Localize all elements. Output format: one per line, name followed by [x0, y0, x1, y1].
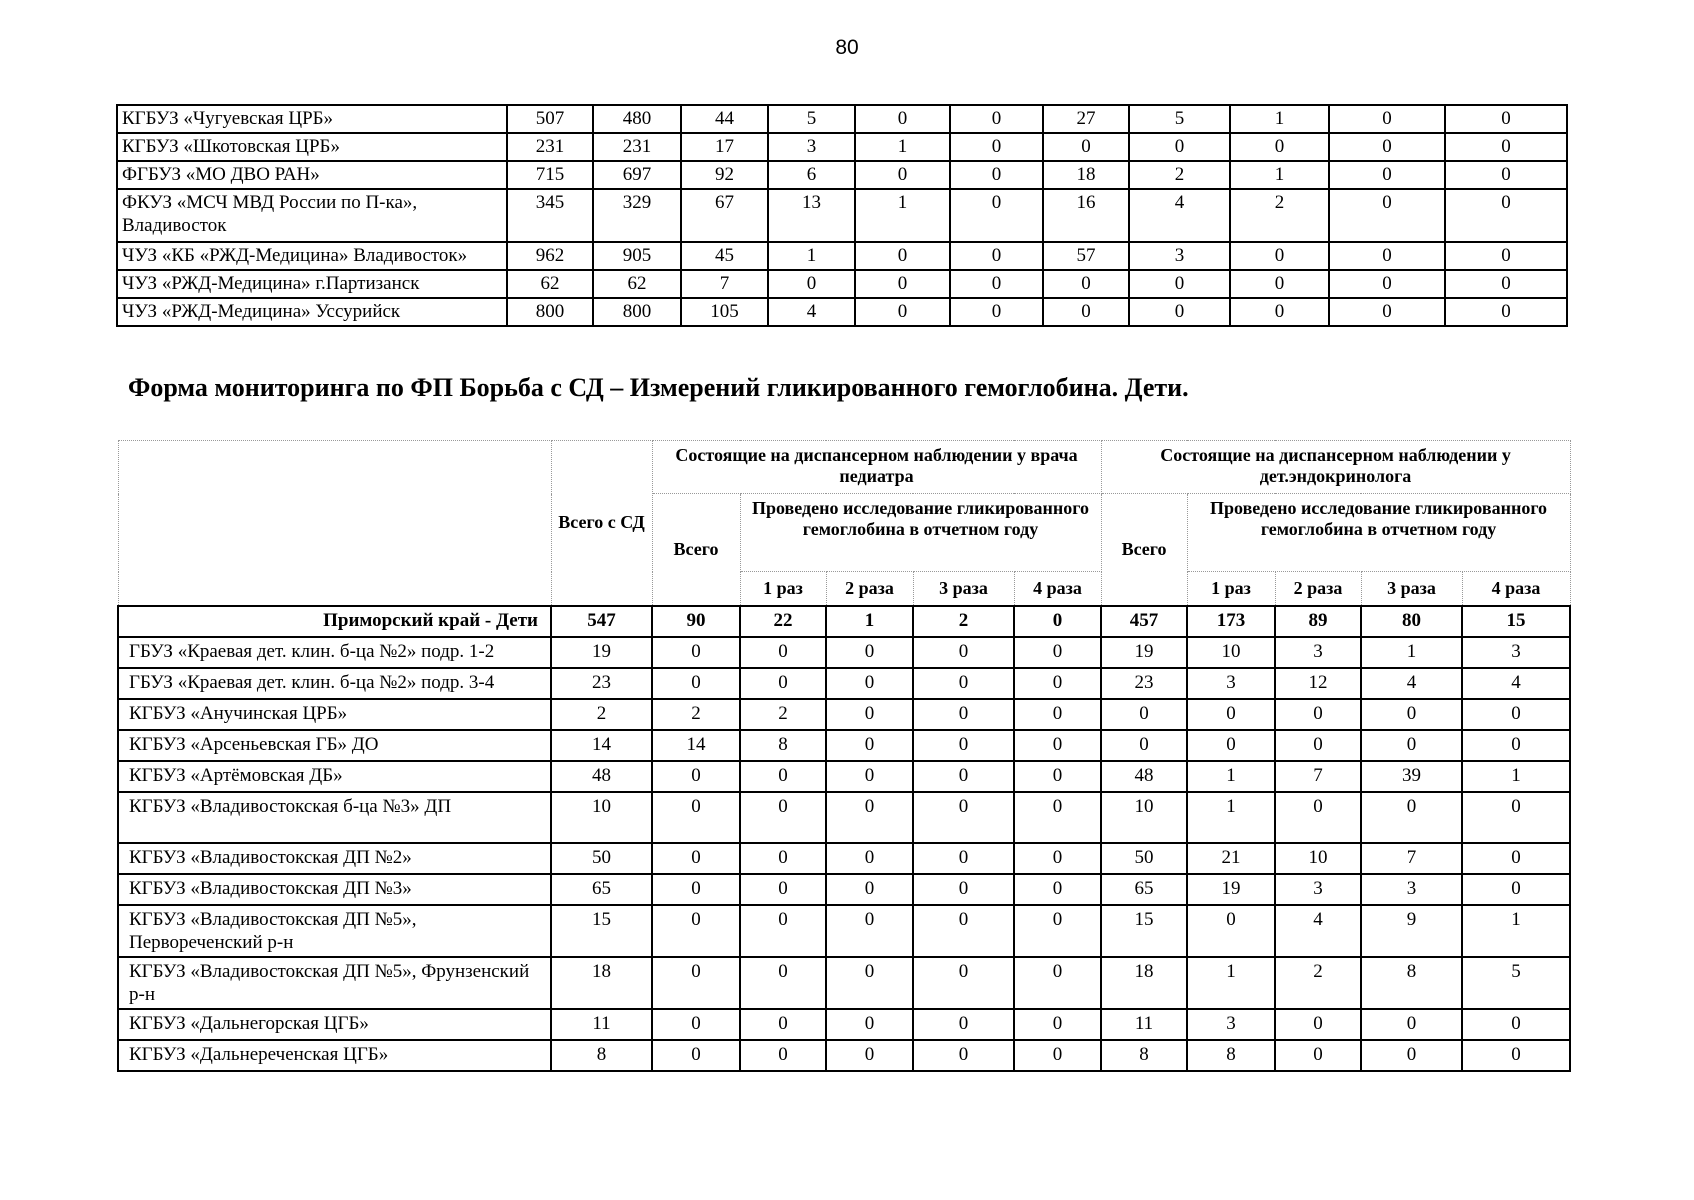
value-cell: 0	[652, 1009, 740, 1040]
value-cell: 0	[855, 161, 950, 189]
value-cell: 0	[1014, 699, 1101, 730]
value-cell: 0	[1129, 133, 1230, 161]
value-cell: 0	[1275, 792, 1361, 843]
value-cell: 0	[1014, 905, 1101, 957]
value-cell: 0	[652, 874, 740, 905]
value-cell: 0	[740, 637, 826, 668]
value-cell: 507	[507, 105, 593, 133]
value-cell: 0	[1361, 1040, 1462, 1071]
value-cell: 0	[826, 792, 913, 843]
value-cell: 547	[551, 606, 652, 637]
value-cell: 0	[1462, 1009, 1570, 1040]
value-cell: 0	[913, 905, 1014, 957]
value-cell: 1	[1230, 161, 1329, 189]
value-cell: 12	[1275, 668, 1361, 699]
value-cell: 1	[1462, 905, 1570, 957]
value-cell: 1	[855, 133, 950, 161]
value-cell: 0	[652, 957, 740, 1009]
value-cell: 480	[593, 105, 681, 133]
header-pediatrician-group: Состоящие на диспансерном наблюдении у врача педиатра	[652, 441, 1101, 494]
value-cell: 45	[681, 242, 768, 270]
header-org-blank	[118, 441, 551, 606]
value-cell: 0	[1462, 874, 1570, 905]
header-ped-1-time: 1 раз	[740, 572, 826, 606]
value-cell: 1	[826, 606, 913, 637]
value-cell: 0	[1014, 874, 1101, 905]
value-cell: 19	[551, 637, 652, 668]
value-cell: 0	[768, 270, 855, 298]
table-row	[117, 298, 1567, 326]
value-cell: 0	[1329, 161, 1445, 189]
table-row	[118, 792, 1570, 843]
value-cell: 19	[1101, 637, 1187, 668]
value-cell: 105	[681, 298, 768, 326]
value-cell: 0	[652, 792, 740, 843]
value-cell: 0	[1014, 1040, 1101, 1071]
value-cell: 0	[1043, 133, 1129, 161]
value-cell: 0	[1462, 843, 1570, 874]
header-pediatrician-study: Проведено исследование гликированного гемоглобина в отчетном году	[740, 494, 1101, 572]
value-cell: 2	[1230, 189, 1329, 242]
value-cell: 3	[1462, 637, 1570, 668]
value-cell: 8	[1101, 1040, 1187, 1071]
value-cell: 23	[551, 668, 652, 699]
value-cell: 0	[1129, 270, 1230, 298]
value-cell: 13	[768, 189, 855, 242]
value-cell: 1	[855, 189, 950, 242]
value-cell: 15	[1101, 905, 1187, 957]
value-cell: 3	[1187, 668, 1275, 699]
org-name-cell: Приморский край - Дети	[118, 606, 551, 637]
table-row	[118, 1009, 1570, 1040]
header-endocrinologist-study: Проведено исследование гликированного гемоглобина в отчетном году	[1187, 494, 1570, 572]
total-row	[118, 606, 1570, 637]
value-cell: 0	[652, 843, 740, 874]
value-cell: 0	[1230, 270, 1329, 298]
value-cell: 0	[1445, 161, 1567, 189]
value-cell: 67	[681, 189, 768, 242]
value-cell: 1	[1230, 105, 1329, 133]
value-cell: 0	[826, 730, 913, 761]
value-cell: 1	[1187, 792, 1275, 843]
value-cell: 14	[551, 730, 652, 761]
value-cell: 0	[1445, 105, 1567, 133]
value-cell: 0	[1014, 761, 1101, 792]
table-row	[118, 761, 1570, 792]
value-cell: 0	[1230, 242, 1329, 270]
value-cell: 4	[1462, 668, 1570, 699]
value-cell: 0	[1187, 905, 1275, 957]
table-row	[117, 270, 1567, 298]
value-cell: 48	[551, 761, 652, 792]
value-cell: 3	[1129, 242, 1230, 270]
header-ped-3-times: 3 раза	[913, 572, 1014, 606]
value-cell: 231	[593, 133, 681, 161]
value-cell: 0	[740, 1040, 826, 1071]
value-cell: 2	[652, 699, 740, 730]
value-cell: 0	[1445, 189, 1567, 242]
value-cell: 18	[1101, 957, 1187, 1009]
value-cell: 0	[826, 905, 913, 957]
value-cell: 0	[1329, 133, 1445, 161]
value-cell: 17	[681, 133, 768, 161]
value-cell: 0	[1101, 699, 1187, 730]
value-cell: 2	[1129, 161, 1230, 189]
value-cell: 0	[826, 761, 913, 792]
org-name-cell: КГБУЗ «Анучинская ЦРБ»	[118, 699, 551, 730]
org-name-cell: ГБУЗ «Краевая дет. клин. б-ца №2» подр. 3-4	[118, 668, 551, 699]
value-cell: 0	[740, 957, 826, 1009]
value-cell: 715	[507, 161, 593, 189]
org-name-cell: КГБУЗ «Владивостокская ДП №3»	[118, 874, 551, 905]
value-cell: 80	[1361, 606, 1462, 637]
value-cell: 0	[1361, 730, 1462, 761]
value-cell: 1	[1187, 761, 1275, 792]
value-cell: 2	[913, 606, 1014, 637]
value-cell: 0	[652, 1040, 740, 1071]
value-cell: 0	[1361, 792, 1462, 843]
value-cell: 0	[1101, 730, 1187, 761]
value-cell: 27	[1043, 105, 1129, 133]
value-cell: 11	[1101, 1009, 1187, 1040]
section-title: Форма мониторинга по ФП Борьба с СД – Измерений гликированного гемоглобина. Дети.	[128, 373, 1189, 402]
header-endocrinologist-total: Всего	[1101, 494, 1187, 606]
value-cell: 3	[1187, 1009, 1275, 1040]
value-cell: 0	[950, 105, 1043, 133]
value-cell: 0	[652, 905, 740, 957]
value-cell: 0	[1014, 957, 1101, 1009]
table-row	[118, 874, 1570, 905]
value-cell: 3	[1275, 637, 1361, 668]
value-cell: 18	[1043, 161, 1129, 189]
value-cell: 0	[1445, 270, 1567, 298]
value-cell: 0	[855, 105, 950, 133]
value-cell: 5	[1129, 105, 1230, 133]
org-name-cell: КГБУЗ «Дальнегорская ЦГБ»	[118, 1009, 551, 1040]
value-cell: 89	[1275, 606, 1361, 637]
value-cell: 14	[652, 730, 740, 761]
header-pediatrician-total: Всего	[652, 494, 740, 606]
value-cell: 0	[1187, 699, 1275, 730]
org-name-cell: ФКУЗ «МСЧ МВД России по П-ка», Владивосток	[117, 189, 507, 242]
top-table	[116, 104, 1568, 327]
value-cell: 0	[1014, 843, 1101, 874]
table-row	[118, 905, 1570, 957]
value-cell: 4	[768, 298, 855, 326]
value-cell: 0	[913, 668, 1014, 699]
value-cell: 0	[913, 730, 1014, 761]
value-cell: 1	[1462, 761, 1570, 792]
value-cell: 0	[652, 761, 740, 792]
value-cell: 22	[740, 606, 826, 637]
value-cell: 50	[1101, 843, 1187, 874]
value-cell: 231	[507, 133, 593, 161]
org-name-cell: КГБУЗ «Чугуевская ЦРБ»	[117, 105, 507, 133]
value-cell: 62	[593, 270, 681, 298]
value-cell: 2	[551, 699, 652, 730]
value-cell: 0	[1014, 668, 1101, 699]
value-cell: 65	[551, 874, 652, 905]
value-cell: 18	[551, 957, 652, 1009]
value-cell: 0	[1014, 1009, 1101, 1040]
value-cell: 7	[1361, 843, 1462, 874]
value-cell: 0	[826, 699, 913, 730]
value-cell: 15	[1462, 606, 1570, 637]
value-cell: 962	[507, 242, 593, 270]
header-endo-3-times: 3 раза	[1361, 572, 1462, 606]
value-cell: 0	[913, 1009, 1014, 1040]
value-cell: 0	[913, 957, 1014, 1009]
value-cell: 6	[768, 161, 855, 189]
value-cell: 0	[1129, 298, 1230, 326]
value-cell: 0	[1445, 298, 1567, 326]
value-cell: 0	[826, 874, 913, 905]
value-cell: 0	[652, 637, 740, 668]
org-name-cell: КГБУЗ «Артёмовская ДБ»	[118, 761, 551, 792]
value-cell: 19	[1187, 874, 1275, 905]
value-cell: 8	[551, 1040, 652, 1071]
table-row	[118, 668, 1570, 699]
value-cell: 23	[1101, 668, 1187, 699]
value-cell: 0	[1014, 637, 1101, 668]
value-cell: 905	[593, 242, 681, 270]
main-table	[117, 440, 1571, 1072]
value-cell: 10	[1101, 792, 1187, 843]
value-cell: 0	[913, 874, 1014, 905]
value-cell: 62	[507, 270, 593, 298]
value-cell: 0	[826, 1040, 913, 1071]
header-endocrinologist-group: Состоящие на диспансерном наблюдении у дет.эндокринолога	[1101, 441, 1570, 494]
value-cell: 4	[1129, 189, 1230, 242]
value-cell: 92	[681, 161, 768, 189]
page-number: 80	[835, 36, 859, 59]
value-cell: 3	[1275, 874, 1361, 905]
value-cell: 0	[913, 637, 1014, 668]
org-name-cell: КГБУЗ «Владивостокская ДП №5», Фрунзенский р-н	[118, 957, 551, 1009]
value-cell: 0	[740, 792, 826, 843]
value-cell: 0	[1014, 606, 1101, 637]
value-cell: 10	[551, 792, 652, 843]
value-cell: 4	[1361, 668, 1462, 699]
value-cell: 90	[652, 606, 740, 637]
value-cell: 0	[740, 843, 826, 874]
value-cell: 0	[950, 242, 1043, 270]
value-cell: 0	[740, 1009, 826, 1040]
table-row	[118, 699, 1570, 730]
value-cell: 0	[1187, 730, 1275, 761]
value-cell: 11	[551, 1009, 652, 1040]
table-row	[118, 730, 1570, 761]
value-cell: 0	[1462, 699, 1570, 730]
value-cell: 3	[1361, 874, 1462, 905]
value-cell: 0	[950, 133, 1043, 161]
value-cell: 0	[1329, 105, 1445, 133]
value-cell: 0	[913, 843, 1014, 874]
value-cell: 0	[826, 957, 913, 1009]
value-cell: 0	[913, 1040, 1014, 1071]
header-ped-2-times: 2 раза	[826, 572, 913, 606]
value-cell: 0	[950, 161, 1043, 189]
value-cell: 0	[855, 270, 950, 298]
value-cell: 1	[1187, 957, 1275, 1009]
value-cell: 457	[1101, 606, 1187, 637]
org-name-cell: КГБУЗ «Шкотовская ЦРБ»	[117, 133, 507, 161]
value-cell: 0	[1361, 1009, 1462, 1040]
value-cell: 8	[1361, 957, 1462, 1009]
value-cell: 800	[593, 298, 681, 326]
org-name-cell: ФГБУЗ «МО ДВО РАН»	[117, 161, 507, 189]
value-cell: 0	[826, 637, 913, 668]
table-row	[117, 189, 1567, 242]
table-row	[117, 133, 1567, 161]
table-row	[118, 637, 1570, 668]
table-row	[118, 957, 1570, 1009]
value-cell: 21	[1187, 843, 1275, 874]
header-ped-4-times: 4 раза	[1014, 572, 1101, 606]
value-cell: 0	[1329, 298, 1445, 326]
value-cell: 0	[1329, 189, 1445, 242]
table-row	[117, 105, 1567, 133]
value-cell: 0	[913, 699, 1014, 730]
org-name-cell: КГБУЗ «Владивостокская ДП №2»	[118, 843, 551, 874]
value-cell: 44	[681, 105, 768, 133]
value-cell: 0	[740, 874, 826, 905]
org-name-cell: КГБУЗ «Владивостокская б-ца №3» ДП	[118, 792, 551, 843]
value-cell: 0	[1014, 730, 1101, 761]
value-cell: 0	[1230, 133, 1329, 161]
value-cell: 0	[1275, 699, 1361, 730]
org-name-cell: ЧУЗ «РЖД-Медицина» Уссурийск	[117, 298, 507, 326]
value-cell: 8	[1187, 1040, 1275, 1071]
value-cell: 48	[1101, 761, 1187, 792]
header-endo-4-times: 4 раза	[1462, 572, 1570, 606]
value-cell: 0	[1230, 298, 1329, 326]
value-cell: 0	[950, 189, 1043, 242]
value-cell: 16	[1043, 189, 1129, 242]
value-cell: 0	[913, 761, 1014, 792]
value-cell: 15	[551, 905, 652, 957]
value-cell: 0	[913, 792, 1014, 843]
table-row	[117, 242, 1567, 270]
value-cell: 1	[1361, 637, 1462, 668]
value-cell: 0	[1275, 730, 1361, 761]
value-cell: 329	[593, 189, 681, 242]
org-name-cell: ЧУЗ «РЖД-Медицина» г.Партизанск	[117, 270, 507, 298]
org-name-cell: КГБУЗ «Арсеньевская ГБ» ДО	[118, 730, 551, 761]
value-cell: 0	[740, 761, 826, 792]
value-cell: 10	[1275, 843, 1361, 874]
value-cell: 697	[593, 161, 681, 189]
value-cell: 50	[551, 843, 652, 874]
value-cell: 0	[1445, 133, 1567, 161]
value-cell: 5	[1462, 957, 1570, 1009]
value-cell: 0	[950, 298, 1043, 326]
value-cell: 65	[1101, 874, 1187, 905]
value-cell: 0	[1014, 792, 1101, 843]
value-cell: 2	[740, 699, 826, 730]
header-endo-1-time: 1 раз	[1187, 572, 1275, 606]
value-cell: 0	[950, 270, 1043, 298]
header-endo-2-times: 2 раза	[1275, 572, 1361, 606]
value-cell: 2	[1275, 957, 1361, 1009]
value-cell: 4	[1275, 905, 1361, 957]
value-cell: 0	[855, 242, 950, 270]
value-cell: 7	[681, 270, 768, 298]
org-name-cell: ЧУЗ «КБ «РЖД-Медицина» Владивосток»	[117, 242, 507, 270]
value-cell: 345	[507, 189, 593, 242]
value-cell: 0	[1462, 730, 1570, 761]
value-cell: 0	[740, 668, 826, 699]
value-cell: 173	[1187, 606, 1275, 637]
value-cell: 0	[740, 905, 826, 957]
value-cell: 3	[768, 133, 855, 161]
table-row	[117, 161, 1567, 189]
value-cell: 800	[507, 298, 593, 326]
org-name-cell: КГБУЗ «Владивостокская ДП №5», Первореченский р-н	[118, 905, 551, 957]
value-cell: 5	[768, 105, 855, 133]
value-cell: 0	[1462, 792, 1570, 843]
value-cell: 0	[1275, 1009, 1361, 1040]
value-cell: 0	[855, 298, 950, 326]
header-total-sd: Всего с СД	[551, 441, 652, 606]
value-cell: 57	[1043, 242, 1129, 270]
value-cell: 8	[740, 730, 826, 761]
value-cell: 9	[1361, 905, 1462, 957]
value-cell: 0	[1329, 242, 1445, 270]
value-cell: 39	[1361, 761, 1462, 792]
value-cell: 1	[768, 242, 855, 270]
value-cell: 7	[1275, 761, 1361, 792]
value-cell: 0	[652, 668, 740, 699]
value-cell: 0	[1329, 270, 1445, 298]
value-cell: 0	[1445, 242, 1567, 270]
org-name-cell: ГБУЗ «Краевая дет. клин. б-ца №2» подр. 1-2	[118, 637, 551, 668]
table-row	[118, 1040, 1570, 1071]
table-row	[118, 843, 1570, 874]
value-cell: 0	[1462, 1040, 1570, 1071]
value-cell: 0	[1043, 298, 1129, 326]
value-cell: 0	[1275, 1040, 1361, 1071]
org-name-cell: КГБУЗ «Дальнереченская ЦГБ»	[118, 1040, 551, 1071]
value-cell: 0	[1361, 699, 1462, 730]
value-cell: 0	[826, 668, 913, 699]
value-cell: 0	[826, 1009, 913, 1040]
value-cell: 0	[1043, 270, 1129, 298]
value-cell: 0	[826, 843, 913, 874]
value-cell: 10	[1187, 637, 1275, 668]
